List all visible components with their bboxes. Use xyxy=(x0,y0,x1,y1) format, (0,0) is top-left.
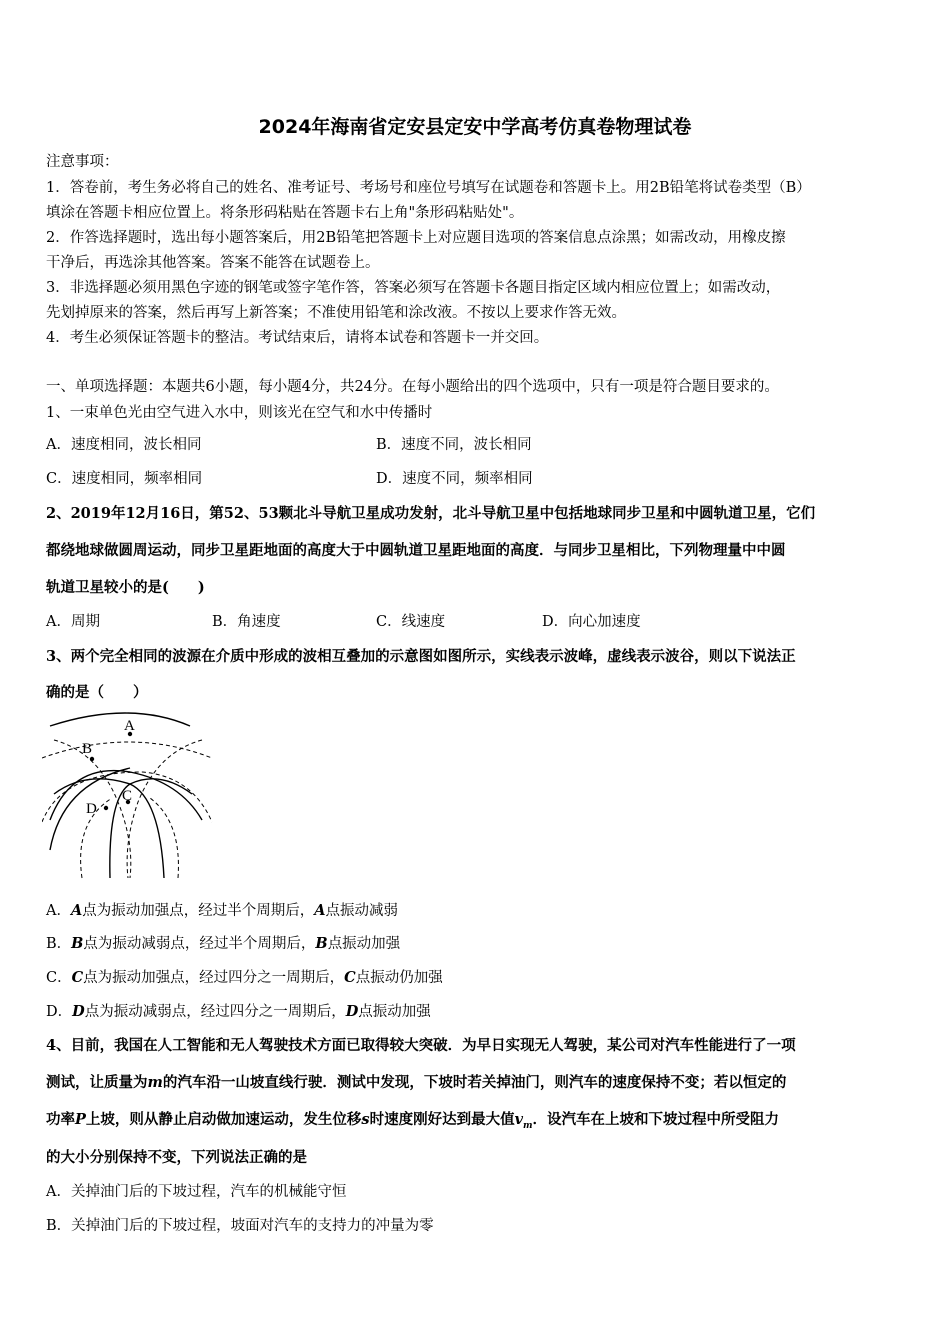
q2-stem-line: 都绕地球做圆周运动，同步卫星距地面的高度大于中圆轨道卫星距地面的高度．与同步卫星相比，下列物理量中中圆 xyxy=(46,542,786,559)
q4-stem-line: 测试，让质量为m的汽车沿一山坡直线行驶．测试中发现，下坡时若关掉油门，则汽车的速度保持不变；若以恒定的 xyxy=(46,1074,787,1091)
point-d xyxy=(104,806,108,810)
label-b: B xyxy=(82,741,93,757)
q3-option-d: D．D点为振动减弱点，经过四分之一周期后，D点振动加强 xyxy=(46,1003,431,1020)
point-b xyxy=(90,757,94,761)
trough-arc xyxy=(150,798,178,878)
q2-option-b: B．角速度 xyxy=(212,614,281,630)
q4-option-b: B．关掉油门后的下坡过程，坡面对汽车的支持力的冲量为零 xyxy=(46,1218,434,1234)
q3-option-a: A．A点为振动加强点，经过半个周期后，A点振动减弱 xyxy=(46,902,399,919)
crest-arc xyxy=(54,779,164,878)
section-heading: 一、单项选择题：本题共6小题，每小题4分，共24分。在每小题给出的四个选项中，只有一项是符合题目要求的。 xyxy=(46,379,779,395)
notice-line: 4．考生必须保证答题卡的整洁。考试结束后，请将本试卷和答题卡一并交回。 xyxy=(46,330,549,346)
trough-arc xyxy=(127,740,202,878)
q3-stem-line: 3、两个完全相同的波源在介质中形成的波相互叠加的示意图如图所示，实线表示波峰，虚线表示波谷，则以下说法正 xyxy=(46,648,796,665)
notice-line: 填涂在答题卡相应位置上。将条形码粘贴在答题卡右上角"条形码粘贴处"。 xyxy=(46,205,524,221)
notice-line: 1．答卷前，考生务必将自己的姓名、准考证号、考场号和座位号填写在试题卷和答题卡上。用2B铅笔将试卷类型（B） xyxy=(46,180,811,196)
notice-line: 3．非选择题必须用黑色字迹的钢笔或签字笔作答，答案必须写在答题卡各题目指定区域内相应位置上；如需改动， xyxy=(46,280,781,296)
label-c: C xyxy=(122,788,133,804)
crest-arc xyxy=(50,713,190,726)
q1-option-b: B．速度不同，波长相同 xyxy=(376,437,532,453)
q1-stem: 1、一束单色光由空气进入水中，则该光在空气和水中传播时 xyxy=(46,405,433,421)
notice-heading: 注意事项： xyxy=(46,154,119,170)
q4-stem-line: 的大小分别保持不变，下列说法正确的是 xyxy=(46,1149,307,1166)
notice-line: 2．作答选择题时，选出每小题答案后，用2B铅笔把答题卡上对应题目选项的答案信息点涂黑；如需改动，用橡皮擦 xyxy=(46,230,786,246)
q2-option-c: C．线速度 xyxy=(376,614,446,630)
page-title: 2024年海南省定安县定安中学高考仿真卷物理试卷 xyxy=(258,116,692,138)
notice-line: 先划掉原来的答案，然后再写上新答案；不准使用铅笔和涂改液。不按以上要求作答无效。 xyxy=(46,305,626,321)
q1-option-c: C．速度相同，频率相同 xyxy=(46,471,203,487)
q4-stem-line: 4、目前，我国在人工智能和无人驾驶技术方面已取得较大突破．为早日实现无人驾驶，某公司对汽车性能进行了一项 xyxy=(46,1037,796,1054)
q1-option-a: A．速度相同，波长相同 xyxy=(46,437,202,453)
q2-stem-line: 2、2019年12月16日，第52、53颗北斗导航卫星成功发射，北斗导航卫星中包括地球同步卫星和中圆轨道卫星，它们 xyxy=(46,505,816,522)
label-d: D xyxy=(86,801,97,817)
q3-stem-line: 确的是（ ） xyxy=(46,684,148,701)
q1-option-d: D．速度不同，频率相同 xyxy=(376,471,533,487)
q2-stem-line: 轨道卫星较小的是( ) xyxy=(46,579,205,596)
q4-option-a: A．关掉油门后的下坡过程，汽车的机械能守恒 xyxy=(46,1184,347,1200)
q2-option-a: A．周期 xyxy=(46,614,100,630)
wave-interference-figure xyxy=(42,712,217,884)
q3-option-b: B．B点为振动减弱点，经过半个周期后，B点振动加强 xyxy=(46,935,401,952)
q4-stem-line: 功率P上坡，则从静止启动做加速运动，发生位移s时速度刚好达到最大值$v_m$．设汽车在上坡和下坡过程中所受阻力 xyxy=(46,1111,780,1131)
q3-option-c: C．C点为振动加强点，经过四分之一周期后，C点振动仍加强 xyxy=(46,969,443,986)
q2-option-d: D．向心加速度 xyxy=(542,614,641,630)
label-a: A xyxy=(124,718,135,734)
notice-line: 干净后，再选涂其他答案。答案不能答在试题卷上。 xyxy=(46,255,380,271)
